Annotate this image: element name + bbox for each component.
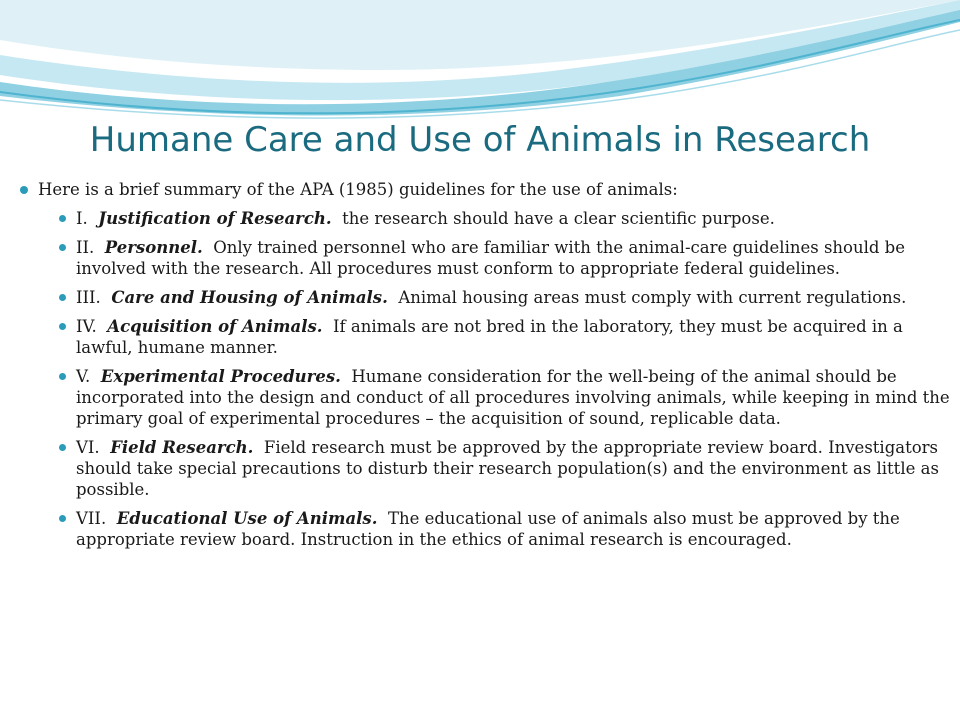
guideline-text: If animals are not bred in the laboratory, they must be acquired in a lawful, humane manner. xyxy=(76,317,903,357)
guideline-item xyxy=(56,208,950,229)
guideline-number: V. xyxy=(76,367,91,386)
guideline-item xyxy=(56,316,950,358)
guideline-number: IV. xyxy=(76,317,97,336)
guideline-number: III. xyxy=(76,288,101,307)
guideline-heading: Care and Housing of Animals. xyxy=(111,288,388,307)
guideline-heading: Personnel. xyxy=(104,238,203,257)
bullet-dot-icon xyxy=(59,515,66,522)
bullet-dot-icon xyxy=(59,373,66,380)
bullet-dot-icon xyxy=(59,215,66,222)
guideline-heading: Experimental Procedures. xyxy=(100,367,341,386)
guideline-heading: Educational Use of Animals. xyxy=(116,509,378,528)
bullet-dot-icon xyxy=(59,294,66,301)
guideline-item xyxy=(56,366,950,429)
guideline-number: VI. xyxy=(76,438,100,457)
guideline-item xyxy=(56,287,950,308)
intro-text: Here is a brief summary of the APA (1985) guidelines for the use of animals: xyxy=(38,180,678,199)
guideline-item xyxy=(56,237,950,279)
guideline-text: Humane consideration for the well-being of the animal should be incorporated into the design and conduct of all procedures involving animals, while keeping in mind the primary goal of experimental procedures – the acquisition of sound, replicable data. xyxy=(76,367,950,428)
guideline-text: Field research must be approved by the appropriate review board. Investigators should take special precautions to disturb their research population(s) and the environment as little as possible. xyxy=(76,438,939,499)
guideline-text: Animal housing areas must comply with current regulations. xyxy=(398,288,907,307)
guideline-number: II. xyxy=(76,238,95,257)
bullet-dot-icon xyxy=(59,244,66,251)
guideline-heading: Field Research. xyxy=(110,438,254,457)
slide-content xyxy=(18,178,950,558)
guideline-heading: Acquisition of Animals. xyxy=(107,317,323,336)
guideline-text: the research should have a clear scientific purpose. xyxy=(342,209,775,228)
guideline-heading: Justification of Research. xyxy=(98,209,332,228)
bullet-dot-icon xyxy=(59,323,66,330)
guideline-list xyxy=(18,208,950,550)
slide-title: Humane Care and Use of Animals in Research xyxy=(89,120,871,160)
guideline-text: The educational use of animals also must be approved by the appropriate review board. Instruction in the ethics of animal research is encouraged. xyxy=(76,509,900,549)
guideline-number: VII. xyxy=(76,509,107,528)
bullet-dot-icon xyxy=(20,186,28,194)
guideline-item xyxy=(56,508,950,550)
bullet-dot-icon xyxy=(59,444,66,451)
guideline-text: Only trained personnel who are familiar with the animal-care guidelines should be involved with the research. All procedures must conform to appropriate federal guidelines. xyxy=(76,238,906,278)
intro-bullet xyxy=(18,178,950,202)
guideline-item xyxy=(56,437,950,500)
wave-banner-decoration xyxy=(0,0,960,120)
guideline-number: I. xyxy=(76,209,88,228)
